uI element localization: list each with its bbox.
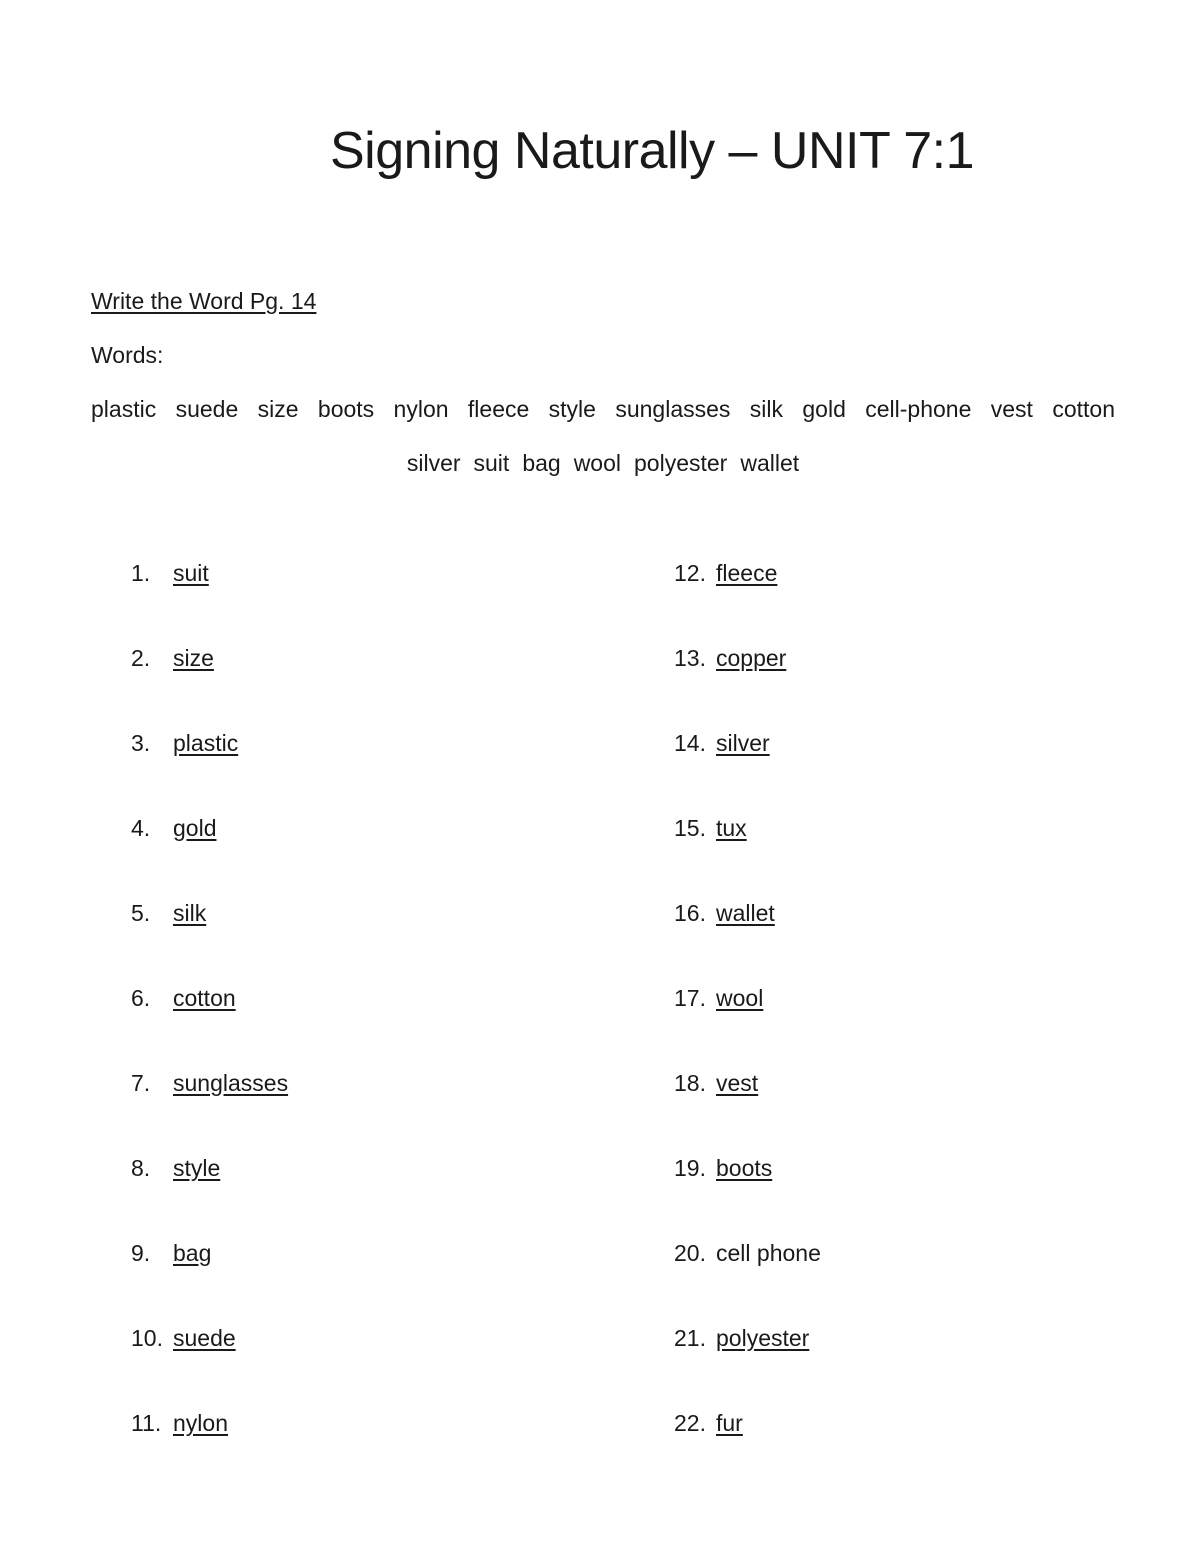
answer-number: 22. <box>674 1410 706 1436</box>
word-bank-item: polyester <box>634 450 728 476</box>
word-bank-item: vest <box>990 396 1033 422</box>
answer-number: 20. <box>674 1240 706 1266</box>
answer-word: style <box>173 1155 221 1181</box>
answer-item <box>674 896 1154 981</box>
answer-word: cotton <box>173 985 236 1011</box>
answer-number: 3. <box>131 730 151 756</box>
answer-word: bag <box>173 1240 212 1266</box>
answer-item <box>674 1236 1154 1321</box>
answer-item <box>674 641 1154 726</box>
answer-word: wallet <box>716 900 775 926</box>
word-bank-item: bag <box>522 450 561 476</box>
answer-number: 8. <box>131 1155 151 1181</box>
answer-number: 15. <box>674 815 706 841</box>
answer-word: fleece <box>716 560 778 586</box>
word-bank-item: cotton <box>1052 396 1115 422</box>
answer-word: vest <box>716 1070 759 1096</box>
answer-number: 2. <box>131 645 151 671</box>
answer-item <box>674 1066 1154 1151</box>
answer-item <box>674 1321 1154 1406</box>
answer-word: size <box>173 645 214 671</box>
answer-item <box>674 1151 1154 1236</box>
word-bank-item: sunglasses <box>615 396 731 422</box>
answer-word: nylon <box>173 1410 228 1436</box>
answer-item <box>674 1406 1154 1491</box>
answer-number: 5. <box>131 900 151 926</box>
answer-item <box>131 641 611 726</box>
answer-item <box>674 811 1154 896</box>
answer-word: copper <box>716 645 787 671</box>
answer-word: fur <box>716 1410 743 1436</box>
answer-word: sunglasses <box>173 1070 289 1096</box>
word-bank-item: style <box>548 396 596 422</box>
word-bank-item: plastic <box>91 396 157 422</box>
answer-number: 13. <box>674 645 706 671</box>
word-bank-item: fleece <box>467 396 530 422</box>
answer-number: 1. <box>131 560 151 586</box>
word-bank-item: gold <box>802 396 846 422</box>
answer-number: 19. <box>674 1155 706 1181</box>
answer-item <box>131 811 611 896</box>
answer-number: 9. <box>131 1240 151 1266</box>
word-bank-item: silk <box>749 396 784 422</box>
answer-item <box>131 726 611 811</box>
word-bank-line-1 <box>91 394 1115 424</box>
answer-number: 6. <box>131 985 151 1011</box>
answer-word: gold <box>173 815 217 841</box>
answer-item <box>674 556 1154 641</box>
answer-item <box>131 1236 611 1321</box>
answer-number: 4. <box>131 815 151 841</box>
answer-word: boots <box>716 1155 773 1181</box>
word-bank-line-2 <box>91 448 1115 478</box>
word-bank-item: size <box>257 396 299 422</box>
word-bank-item: cell-phone <box>865 396 972 422</box>
answer-word: tux <box>716 815 747 841</box>
answer-number: 17. <box>674 985 706 1011</box>
answer-word: suede <box>173 1325 236 1351</box>
answer-word: polyester <box>716 1325 810 1351</box>
answer-item <box>674 726 1154 811</box>
answer-number: 14. <box>674 730 706 756</box>
answer-number: 12. <box>674 560 706 586</box>
word-bank-item: suede <box>175 396 239 422</box>
answer-word: suit <box>173 560 209 586</box>
words-label: Words: <box>91 342 164 368</box>
answer-item <box>131 1321 611 1406</box>
answer-column-left <box>131 556 611 1491</box>
word-bank-item: nylon <box>393 396 449 422</box>
answer-word: cell phone <box>716 1240 821 1266</box>
answer-item <box>131 1066 611 1151</box>
answer-number: 21. <box>674 1325 706 1351</box>
page-title: Signing Naturally – UNIT 7:1 <box>330 122 975 180</box>
answer-number: 7. <box>131 1070 151 1096</box>
answer-number: 10. <box>131 1325 163 1351</box>
word-bank-item: wallet <box>740 450 800 476</box>
word-bank-item: wool <box>573 450 621 476</box>
answer-word: wool <box>716 985 764 1011</box>
answer-item <box>131 1406 611 1491</box>
answer-item <box>131 556 611 641</box>
word-bank-item: silver <box>406 450 461 476</box>
answer-number: 18. <box>674 1070 706 1096</box>
answer-item <box>131 981 611 1066</box>
answer-word: silk <box>173 900 207 926</box>
answer-word: silver <box>716 730 770 756</box>
answer-item <box>131 896 611 981</box>
word-bank-item: boots <box>317 396 375 422</box>
answer-item <box>131 1151 611 1236</box>
section-heading: Write the Word Pg. 14 <box>91 288 317 314</box>
answer-number: 11. <box>131 1410 162 1436</box>
word-bank <box>91 394 1115 478</box>
word-bank-item: suit <box>473 450 510 476</box>
answer-number: 16. <box>674 900 706 926</box>
answer-item <box>674 981 1154 1066</box>
answer-column-right <box>674 556 1154 1491</box>
answer-word: plastic <box>173 730 239 756</box>
